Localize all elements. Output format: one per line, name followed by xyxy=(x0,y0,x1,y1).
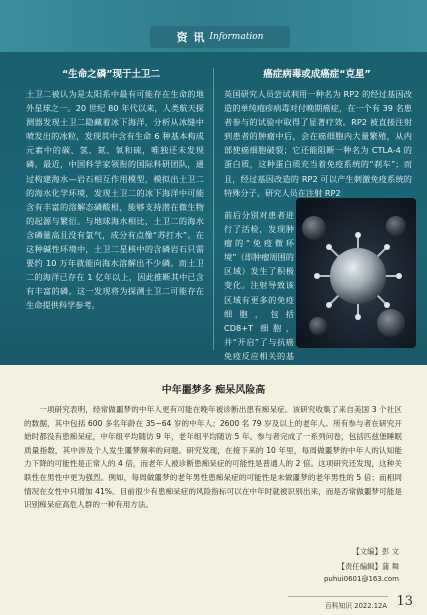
credit-writer: 【文编】彭 文 xyxy=(352,547,399,556)
virus-illustration xyxy=(296,198,416,348)
bottom-article-title: 中年噩梦多 痴呆风险高 xyxy=(161,385,266,396)
bottom-article-body: 一项研究表明，经常做噩梦的中年人更有可能在晚年被诊断出患有痴呆症。该研究收集了来自美国 3 个社区的数据，其中包括 600 多名年龄在 35~64 岁的中年人；2600 名 79 岁及以上的老年人。所有参与者在研究开始时都没有患痴呆症，中年组平均随访 9 年，老年组平均随访 5 年。参与者完成了一系列问卷，包括匹兹堡睡眠质量指数，其中涉及个人发生噩梦频率的问题。研究发现，在接下来的 10 年里，每周做噩梦的中年人的认知能力下降的可能性是正常人的 4 倍，而老年人被诊断患痴呆症的可能性是普通人的 2 倍。这项研究还发现，这种关联性在男性中更为强烈。例如，每周做噩梦的老年男性患痴呆症的可能性是未做噩梦的老年男性的 5 倍；而相同情况在女性中只增加 41%。目前很少有患痴呆症的风险指标可以在中年时就被识别出来，而是否常做噩梦可能是识别痴呆症高危人群的一种有用方法。 xyxy=(24,405,402,510)
page-number: 13 xyxy=(396,594,413,609)
right-article-body-side: 前后分别对患者进行了活检，发现肿瘤的“免疫微环境”（即肿瘤周围的区域）发生了积极变化。注射导致该区域有更多的免疫细胞，包括 CD8+T 细胞，并“开启”了与抗癌免疫反应相关的基因。 xyxy=(224,210,294,376)
left-article-title: “生命之磷”现于土卫二 xyxy=(62,69,160,80)
section-title-cn: 资 讯 xyxy=(176,31,206,44)
section-title-en: Information xyxy=(209,32,264,42)
right-article-title: 癌症病毒或成癌症“克星” xyxy=(263,69,371,80)
section-tab xyxy=(150,26,290,48)
column-divider xyxy=(213,68,214,350)
magazine-issue: 百科知识 2022.12A xyxy=(324,602,387,610)
footer-rule xyxy=(288,596,388,597)
credit-editor: 【责任编辑】蒲 舞 xyxy=(337,562,399,571)
right-article-body-top: 英国研究人员尝试利用一种名为 RP2 的经过基因改造的单纯疱疹病毒对付晚期癌症，在一个有 39 名患者参与的试验中取得了显著疗效。RP2 被直接注射到患者的肿瘤中后，会在癌细胞内大量繁殖，从内部使癌细胞破裂；它还能阻断一种名为 CTLA-4 的蛋白质，这种蛋白质充当着免疫系统的“刹车”；而且，经过基因改造的 RP2 可以产生刺激免疫系统的特殊分子。研究人员在注射 RP2 xyxy=(224,89,412,198)
credit-email: puhui0601@163.com xyxy=(323,575,399,583)
left-article-body: 土卫二被认为是太阳系中最有可能存在生命的地外星球之一。20 世纪 80 年代以来，人类航天探测器发现土卫二隐藏着冰下海洋，分析从冰缝中喷发出的冰粒，发现其中含有生命 6 种基本构成元素中的碳、氢、氮、氧和硫，唯独还未发现磷。最近，中国科学家领衔的国际科研团队，通过构建海水—岩石相互作用模型，模拟出土卫二的海水化学环境，发现土卫二的冰下海洋中可能含有丰富的溶解态磷酸根，能够支持潜在微生物的起源与繁衍。与地球海水相比，土卫二的海水含磷量高且没有氯气，成分有点像“苏打水”。在这种碱性环境中，土卫二星核中的含磷岩石只需要约 10 万年就能向海水溶解出不少磷。而土卫二的海洋已存在 1 亿年以上，因此推断其中已含有丰富的磷。这一发现将为探测土卫二可能存在生命提供科学参考。 xyxy=(26,89,204,311)
virus-image xyxy=(296,198,416,348)
